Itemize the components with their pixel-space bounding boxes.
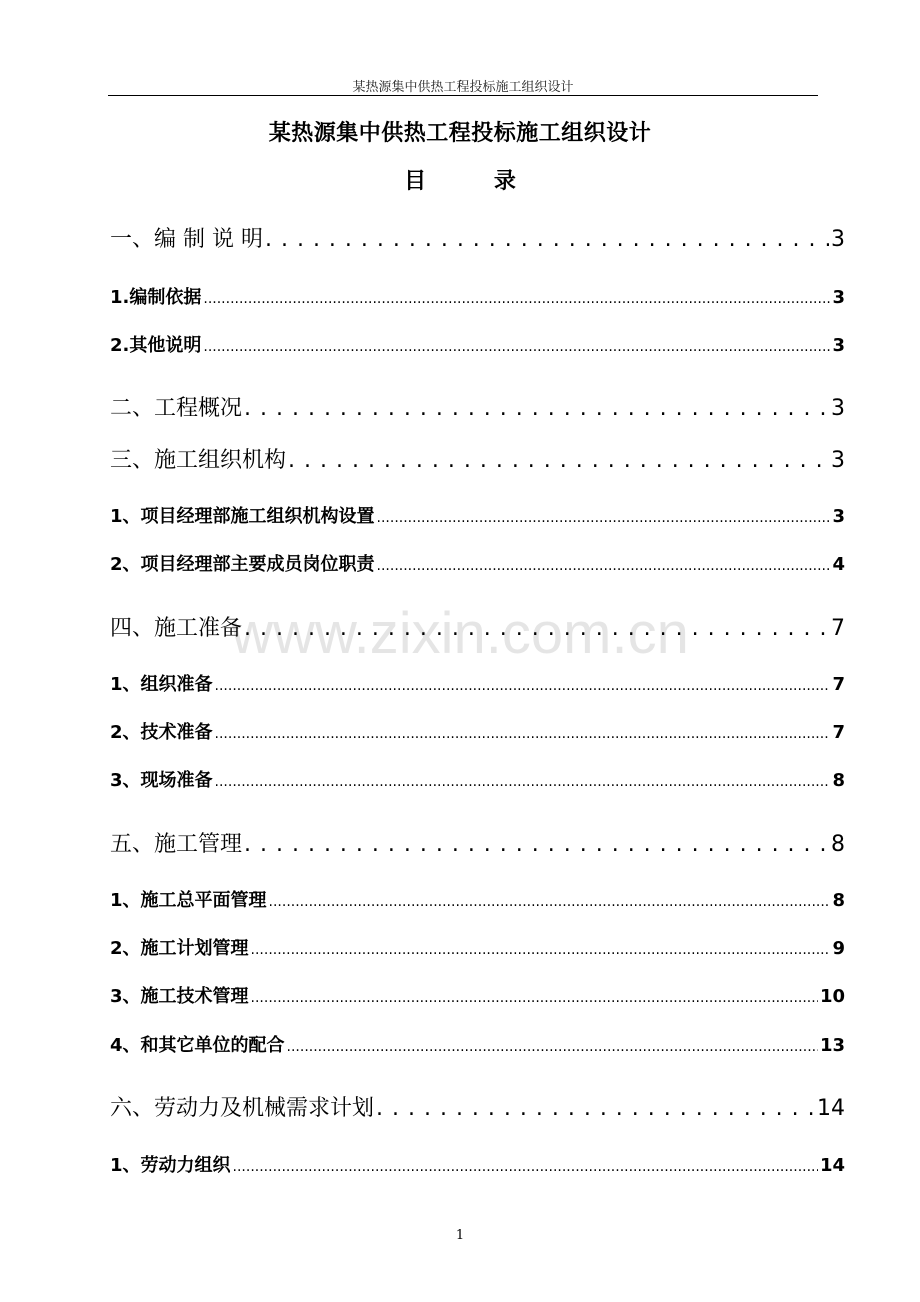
toc-entry-label: 2、技术准备 xyxy=(110,722,213,743)
toc-dot-leader xyxy=(269,895,831,909)
page-number: 1 xyxy=(455,1228,465,1243)
toc-section-entry[interactable] xyxy=(110,556,845,574)
toc-entry-label: 2.其他说明 xyxy=(110,335,202,356)
toc-section-entry[interactable] xyxy=(110,988,845,1006)
toc-dot-leader xyxy=(215,727,831,741)
toc-dot-leader xyxy=(244,618,829,640)
toc-entry-label: 1.编制依据 xyxy=(110,287,202,308)
toc-dot-leader xyxy=(377,511,831,525)
toc-chapter-entry[interactable] xyxy=(110,1098,845,1120)
toc-heading: 目 录 xyxy=(404,169,546,194)
toc-entry-label: 3、现场准备 xyxy=(110,770,213,791)
toc-dot-leader xyxy=(244,398,829,420)
toc-section-entry[interactable] xyxy=(110,289,845,307)
toc-page-number: 10 xyxy=(819,986,845,1007)
toc-entry-label: 一、编 制 说 明 xyxy=(110,227,263,252)
toc-entry-label: 4、和其它单位的配合 xyxy=(110,1035,285,1056)
toc-chapter-entry[interactable] xyxy=(110,618,845,640)
watermark: www.zixin.com.cn xyxy=(231,601,689,666)
toc-entry-label: 1、组织准备 xyxy=(110,674,213,695)
toc-section-entry[interactable] xyxy=(110,892,845,910)
toc-dot-leader xyxy=(215,679,831,693)
toc-chapter-entry[interactable] xyxy=(110,398,845,420)
toc-chapter-entry[interactable] xyxy=(110,450,845,472)
toc-page-number: 3 xyxy=(832,506,845,527)
toc-dot-leader xyxy=(203,340,830,354)
toc-dot-leader xyxy=(215,775,831,789)
running-header: 某热源集中供热工程投标施工组织设计 xyxy=(352,80,574,95)
toc-entry-label: 1、项目经理部施工组织机构设置 xyxy=(110,506,375,527)
toc-page-number: 3 xyxy=(831,396,845,421)
toc-dot-leader xyxy=(251,943,831,957)
toc-page-number: 7 xyxy=(831,616,845,641)
toc-page-number: 3 xyxy=(832,287,845,308)
document-title: 某热源集中供热工程投标施工组织设计 xyxy=(268,121,652,146)
toc-page-number: 4 xyxy=(832,554,845,575)
toc-entry-label: 2、项目经理部主要成员岗位职责 xyxy=(110,554,375,575)
toc-section-entry[interactable] xyxy=(110,676,845,694)
toc-section-entry[interactable] xyxy=(110,508,845,526)
toc-page-number: 8 xyxy=(831,832,845,857)
toc-section-entry[interactable] xyxy=(110,772,845,790)
toc-section-entry[interactable] xyxy=(110,337,845,355)
toc-entry-label: 二、工程概况 xyxy=(110,396,243,421)
toc-page-number: 14 xyxy=(817,1096,845,1121)
toc-page-number: 3 xyxy=(831,448,845,473)
toc-page-number: 8 xyxy=(832,770,845,791)
toc-entry-label: 四、施工准备 xyxy=(110,616,243,641)
toc-entry-label: 3、施工技术管理 xyxy=(110,986,249,1007)
toc-dot-leader xyxy=(244,834,829,856)
toc-section-entry[interactable] xyxy=(110,940,845,958)
toc-entry-label: 1、劳动力组织 xyxy=(110,1155,231,1176)
toc-page-number: 8 xyxy=(832,890,845,911)
toc-section-entry[interactable] xyxy=(110,724,845,742)
toc-page-number: 3 xyxy=(831,227,845,252)
toc-chapter-entry[interactable] xyxy=(110,229,845,251)
toc-dot-leader xyxy=(288,450,829,472)
toc-dot-leader xyxy=(377,559,831,573)
toc-dot-leader xyxy=(287,1040,818,1054)
toc-dot-leader xyxy=(251,991,818,1005)
toc-entry-label: 六、劳动力及机械需求计划 xyxy=(110,1096,375,1121)
toc-entry-label: 2、施工计划管理 xyxy=(110,938,249,959)
toc-section-entry[interactable] xyxy=(110,1037,845,1055)
toc-page-number: 3 xyxy=(832,335,845,356)
toc-dot-leader xyxy=(233,1160,818,1174)
toc-chapter-entry[interactable] xyxy=(110,834,845,856)
toc-dot-leader xyxy=(376,1098,815,1120)
toc-page-number: 13 xyxy=(819,1035,845,1056)
toc-entry-label: 1、施工总平面管理 xyxy=(110,890,267,911)
toc-section-entry[interactable] xyxy=(110,1157,845,1175)
toc-page-number: 7 xyxy=(832,722,845,743)
toc-page-number: 9 xyxy=(832,938,845,959)
toc-dot-leader xyxy=(203,292,830,306)
header-rule xyxy=(108,95,818,96)
toc-entry-label: 五、施工管理 xyxy=(110,832,243,857)
toc-page-number: 7 xyxy=(832,674,845,695)
toc-dot-leader xyxy=(265,229,829,251)
toc-page-number: 14 xyxy=(819,1155,845,1176)
toc-entry-label: 三、施工组织机构 xyxy=(110,448,287,473)
